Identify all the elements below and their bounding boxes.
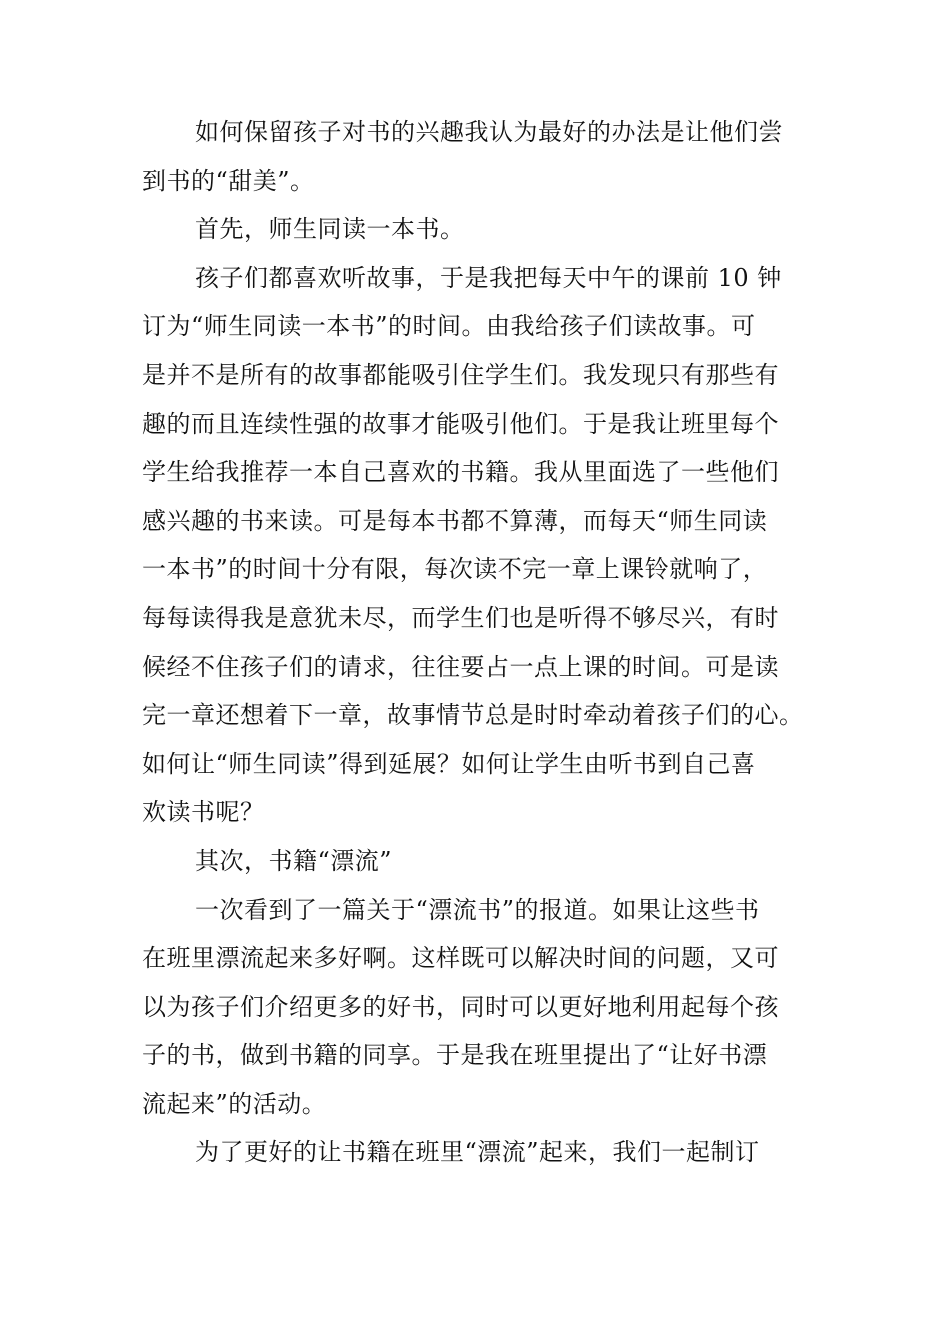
- text-line: 到书的“甜美”。: [142, 166, 315, 195]
- text-line: 一次看到了一篇关于“漂流书”的报道。如果让这些书: [195, 895, 760, 924]
- text-line: 欢读书呢？: [142, 798, 265, 827]
- text-line: 如何保留孩子对书的兴趣我认为最好的办法是让他们尝: [195, 118, 783, 146]
- text-line: 首先，师生同读一本书。: [195, 215, 465, 244]
- text-line: 其次，书籍“漂流”: [195, 846, 393, 875]
- text-line: 学生给我推荐一本自己喜欢的书籍。我从里面选了一些他们: [142, 458, 779, 487]
- text-line: 孩子们都喜欢听故事，于是我把每天中午的课前 10 钟: [195, 263, 782, 292]
- text-line: 候经不住孩子们的请求，往往要占一点上课的时间。可是读: [142, 652, 779, 681]
- text-line: 如何让“师生同读”得到延展？如何让学生由听书到自己喜: [142, 749, 756, 778]
- text-line: 是并不是所有的故事都能吸引住学生们。我发现只有那些有: [142, 360, 779, 389]
- text-line: 趣的而且连续性强的故事才能吸引他们。于是我让班里每个: [142, 409, 779, 438]
- text-line: 在班里漂流起来多好啊。这样既可以解决时间的问题，又可: [142, 944, 779, 973]
- text-line: 订为“师生同读一本书”的时间。由我给孩子们读故事。可: [142, 312, 756, 341]
- body-text: [142, 108, 822, 1177]
- text-line: 感兴趣的书来读。可是每本书都不算薄，而每天“师生同读: [142, 506, 768, 535]
- text-line: 子的书，做到书籍的同享。于是我在班里提出了“让好书漂: [142, 1041, 768, 1070]
- text-line: 为了更好的让书籍在班里“漂流”起来，我们一起制订: [195, 1138, 760, 1167]
- text-line: 流起来”的活动。: [142, 1089, 327, 1118]
- text-line: 一本书”的时间十分有限，每次读不完一章上课铃就响了，: [142, 555, 768, 584]
- text-line: 每每读得我是意犹未尽，而学生们也是听得不够尽兴，有时: [142, 603, 779, 632]
- text-line: 完一章还想着下一章，故事情节总是时时牵动着孩子们的心。: [142, 701, 804, 730]
- text-line: 以为孩子们介绍更多的好书，同时可以更好地利用起每个孩: [142, 992, 779, 1021]
